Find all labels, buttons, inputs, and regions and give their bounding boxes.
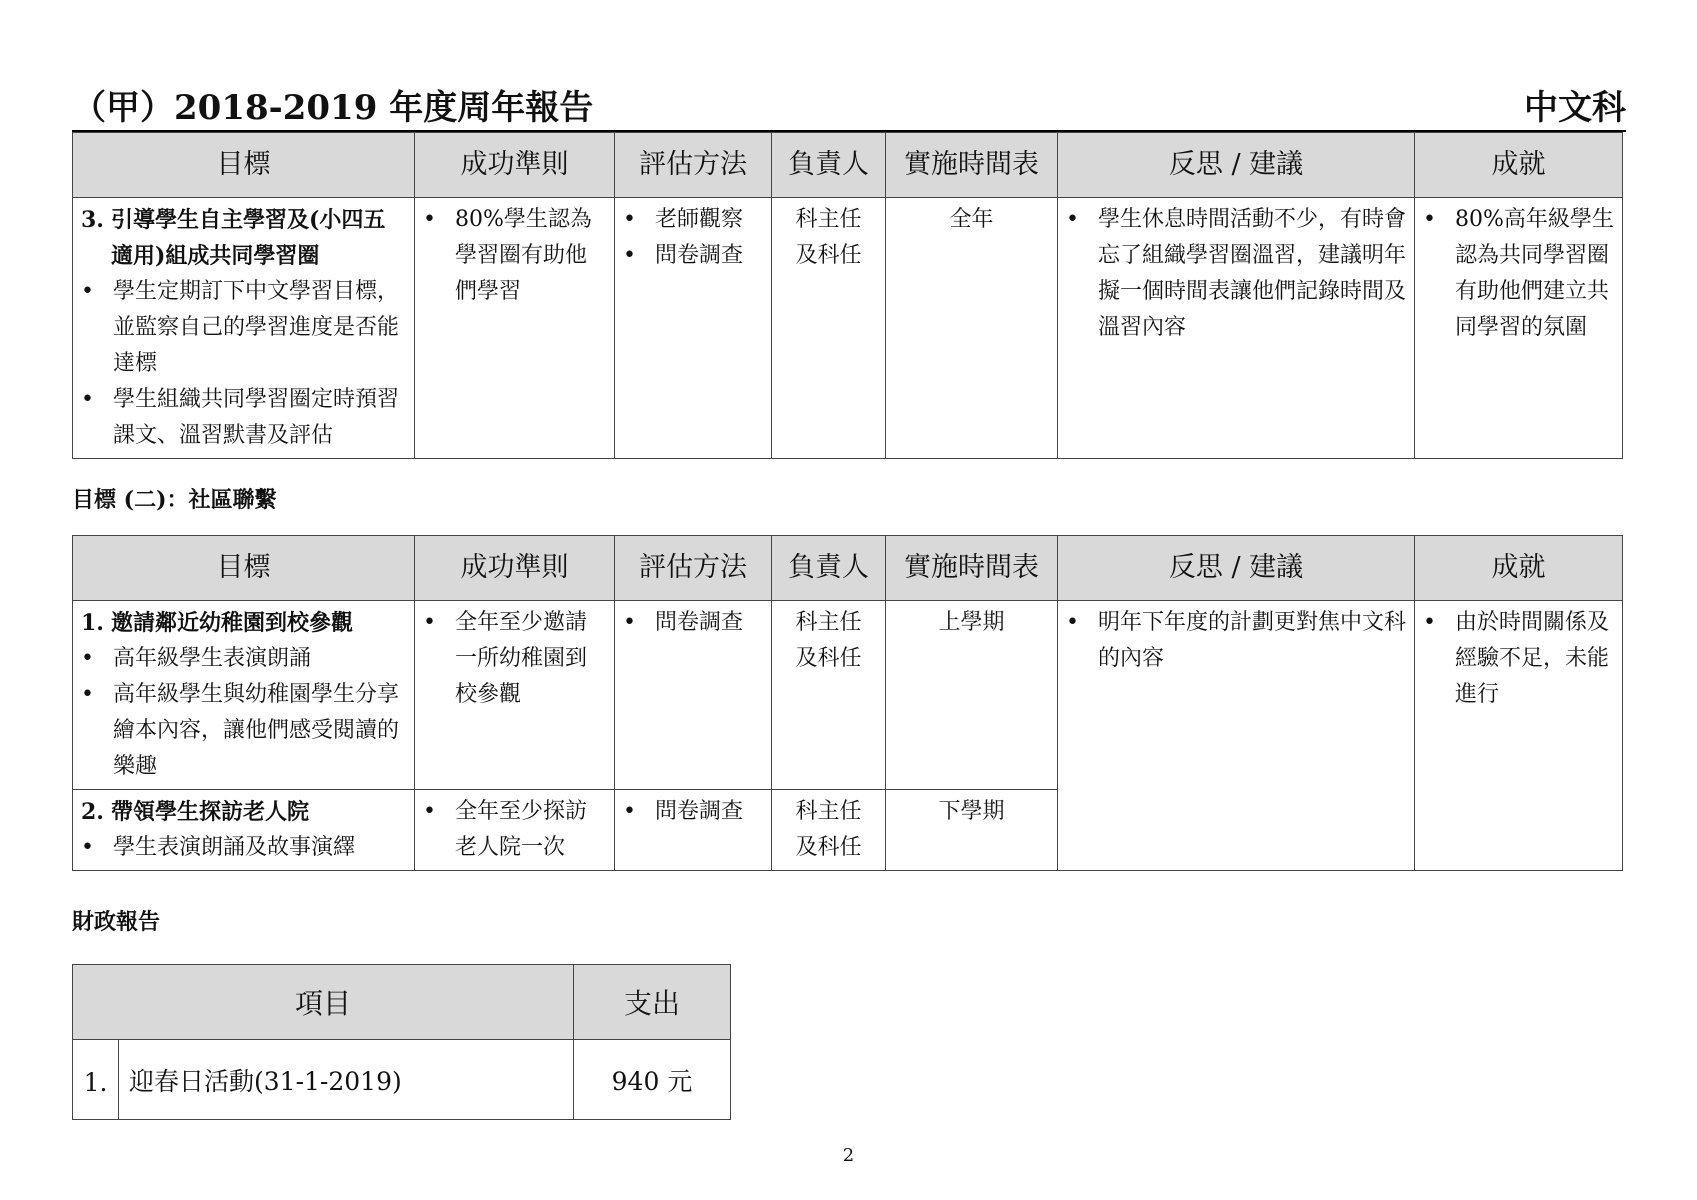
bullet-icon: • [81, 682, 94, 707]
document-header [72, 82, 1626, 132]
list-item: • 80%高年級學生認為共同學習圈有助他們建立共同學習的氛圍 [1423, 202, 1614, 346]
plan-table-community [72, 535, 1623, 871]
table-row [73, 198, 1623, 459]
col-criteria: 成功準則 [415, 536, 615, 601]
report-title: （甲）2018-2019 年度周年報告 [72, 88, 594, 128]
table-header-row [73, 965, 731, 1040]
list-item: • 老師觀察 [623, 202, 763, 238]
table-header-row [73, 133, 1623, 198]
person-cell: 科主任 及科任 [772, 790, 886, 871]
achievement-cell [1415, 601, 1623, 871]
list-item: • 全年至少探訪老人院一次 [423, 794, 606, 866]
goal-cell [73, 790, 415, 871]
page-number: 2 [842, 1145, 855, 1166]
goal-number: 2. [81, 799, 104, 825]
bullet-icon: • [423, 799, 436, 824]
col-achievement: 成就 [1415, 133, 1623, 198]
col-person: 負責人 [772, 536, 886, 601]
table-row [73, 1040, 731, 1120]
goal-title [81, 202, 406, 274]
bullet-icon: • [623, 799, 636, 824]
table-row [73, 601, 1623, 790]
goal-title [81, 605, 406, 641]
reflection-cell [1058, 198, 1415, 459]
list-item: • 明年下年度的計劃更對焦中文科的內容 [1066, 605, 1406, 677]
list-item: • 全年至少邀請一所幼稚園到校參觀 [423, 605, 606, 713]
schedule-cell: 下學期 [886, 790, 1058, 871]
col-goal: 目標 [73, 536, 415, 601]
col-expense: 支出 [574, 965, 731, 1040]
goal-title-text: 邀請鄰近幼稚園到校參觀 [111, 610, 354, 636]
table-header-row [73, 536, 1623, 601]
col-person: 負責人 [772, 133, 886, 198]
schedule-cell: 上學期 [886, 601, 1058, 790]
col-achievement: 成就 [1415, 536, 1623, 601]
goal-number: 1. [81, 610, 104, 636]
goal-number: 3. [81, 207, 104, 233]
col-reflection: 反思 / 建議 [1058, 536, 1415, 601]
bullet-icon: • [81, 835, 94, 860]
goal-cell [73, 198, 415, 459]
col-schedule: 實施時間表 [886, 133, 1058, 198]
section-heading-goal-2: 目標 (二)：社區聯繫 [72, 487, 277, 513]
criteria-cell [415, 790, 615, 871]
list-item: • 80%學生認為學習圈有助他們學習 [423, 202, 606, 310]
list-item: • 問卷調查 [623, 794, 763, 830]
list-item: • 高年級學生與幼稚園學生分享繪本內容，讓他們感受閱讀的樂趣 [81, 677, 406, 785]
bullet-icon: • [1066, 207, 1079, 232]
col-goal: 目標 [73, 133, 415, 198]
col-item: 項目 [73, 965, 574, 1040]
bullet-icon: • [81, 387, 94, 412]
subject-name: 中文科 [1524, 88, 1626, 128]
col-reflection: 反思 / 建議 [1058, 133, 1415, 198]
list-item: • 問卷調查 [623, 238, 763, 274]
bullet-icon: • [81, 279, 94, 304]
finance-table [72, 964, 731, 1120]
bullet-icon: • [81, 646, 94, 671]
criteria-cell [415, 198, 615, 459]
list-item: • 由於時間關係及經驗不足，未能進行 [1423, 605, 1614, 713]
expense-amount: 940 元 [574, 1040, 731, 1120]
list-item: • 學生定期訂下中文學習目標，並監察自己的學習進度是否能達標 [81, 274, 406, 382]
col-method: 評估方法 [615, 536, 772, 601]
list-item: • 學生表演朗誦及故事演繹 [81, 830, 406, 866]
bullet-icon: • [1066, 610, 1079, 635]
bullet-icon: • [1423, 207, 1436, 232]
col-schedule: 實施時間表 [886, 536, 1058, 601]
item-name: 迎春日活動(31-1-2019) [119, 1040, 574, 1120]
reflection-cell [1058, 601, 1415, 871]
bullet-icon: • [423, 610, 436, 635]
bullet-icon: • [623, 610, 636, 635]
bullet-icon: • [623, 207, 636, 232]
row-number: 1. [73, 1040, 119, 1120]
person-cell: 科主任 及科任 [772, 601, 886, 790]
goal-title-text: 帶領學生探訪老人院 [111, 799, 310, 825]
goal-cell [73, 601, 415, 790]
achievement-cell [1415, 198, 1623, 459]
criteria-cell [415, 601, 615, 790]
list-item: • 學生休息時間活動不少，有時會忘了組織學習圈溫習，建議明年擬一個時間表讓他們記錄時間及溫習內容 [1066, 202, 1406, 346]
section-heading-finance: 財政報告 [72, 909, 161, 935]
list-item: • 高年級學生表演朗誦 [81, 641, 406, 677]
col-method: 評估方法 [615, 133, 772, 198]
bullet-icon: • [1423, 610, 1436, 635]
list-item: • 學生組織共同學習圈定時預習課文、溫習默書及評估 [81, 382, 406, 454]
bullet-icon: • [623, 243, 636, 268]
goal-title [81, 794, 406, 830]
list-item: • 問卷調查 [623, 605, 763, 641]
method-cell [615, 790, 772, 871]
bullet-icon: • [423, 207, 436, 232]
person-cell: 科主任 及科任 [772, 198, 886, 459]
plan-table-goal-3 [72, 132, 1623, 459]
schedule-cell: 全年 [886, 198, 1058, 459]
method-cell [615, 198, 772, 459]
goal-title-text: 引導學生自主學習及(小四五適用)組成共同學習圈 [111, 207, 386, 269]
method-cell [615, 601, 772, 790]
col-criteria: 成功準則 [415, 133, 615, 198]
